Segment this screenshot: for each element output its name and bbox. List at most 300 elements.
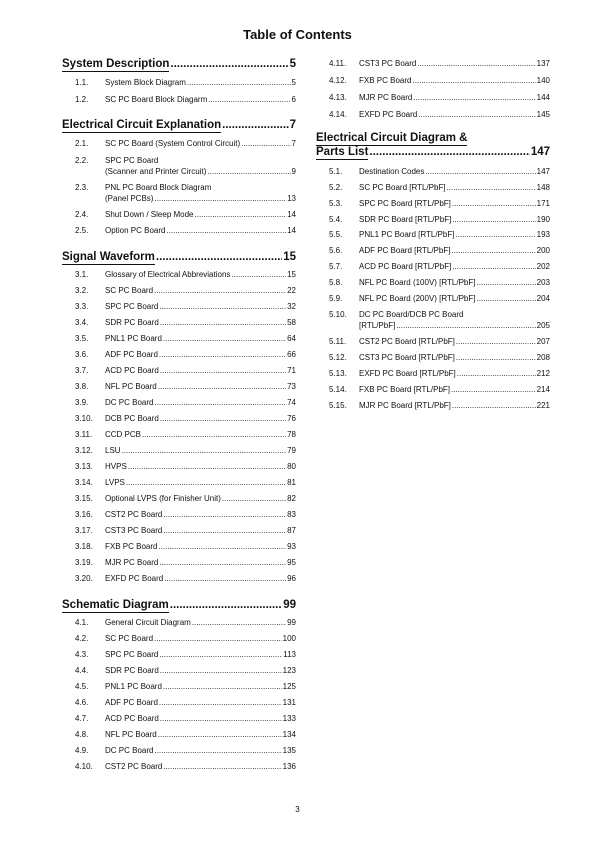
toc-entry-4-3[interactable] xyxy=(62,649,296,660)
toc-entry-title: SDR PC Board xyxy=(105,318,159,327)
toc-entry-title: Optional LVPS (for Finisher Unit) xyxy=(105,494,221,503)
toc-entry-number: 4.13. xyxy=(329,93,347,102)
toc-entry-title: NFL PC Board (100V) [RTL/PbF] xyxy=(359,278,476,287)
toc-page-number: 144 xyxy=(536,93,550,102)
toc-entry-5-3[interactable] xyxy=(316,198,550,209)
leader-dots xyxy=(163,525,286,536)
leader-dots xyxy=(452,400,536,411)
toc-entry-title: Destination Codes xyxy=(359,167,425,176)
toc-entry-title: DC PC Board/DCB PC Board xyxy=(359,310,464,319)
toc-entry-number: 3.15. xyxy=(75,494,93,503)
toc-entry-1-1[interactable] xyxy=(62,77,296,88)
toc-page-number: 13 xyxy=(287,194,296,203)
leader-dots xyxy=(163,681,282,692)
toc-entry-number: 3.7. xyxy=(75,366,89,375)
toc-entry-3-14[interactable] xyxy=(62,477,296,488)
toc-entry-number: 3.6. xyxy=(75,350,89,359)
leader-dots xyxy=(187,77,291,88)
leader-dots xyxy=(160,665,282,676)
leader-dots xyxy=(231,269,286,280)
toc-entry-number: 3.9. xyxy=(75,398,89,407)
toc-entry-3-13[interactable] xyxy=(62,461,296,472)
toc-entry-title: CST3 PC Board xyxy=(105,526,163,535)
toc-entry-title: SPC PC Board xyxy=(105,650,159,659)
toc-page-number: 221 xyxy=(536,401,550,410)
toc-entry-2-1[interactable] xyxy=(62,138,296,149)
leader-dots xyxy=(154,193,286,204)
leader-dots xyxy=(128,461,286,472)
toc-page-number: 14 xyxy=(287,226,296,235)
toc-entry-4-1[interactable] xyxy=(62,617,296,628)
toc-page-number: 7 xyxy=(291,139,296,148)
toc-entry-number: 5.9. xyxy=(329,294,343,303)
toc-entry-5-1[interactable] xyxy=(316,166,550,177)
toc-page-number: 80 xyxy=(287,462,296,471)
toc-entry-title: DC PC Board xyxy=(105,398,154,407)
toc-entry-number: 5.6. xyxy=(329,246,343,255)
toc-entry-3-4[interactable] xyxy=(62,317,296,328)
leader-dots xyxy=(163,761,281,772)
toc-page-number: 135 xyxy=(282,746,296,755)
toc-entry-number: 5.15. xyxy=(329,401,347,410)
toc-entry-3-5[interactable] xyxy=(62,333,296,344)
toc-entry-3-2[interactable] xyxy=(62,285,296,296)
toc-page-number: 15 xyxy=(287,270,296,279)
toc-page-number: 212 xyxy=(536,369,550,378)
toc-page-number: 99 xyxy=(287,618,296,627)
toc-entry-number: 5.14. xyxy=(329,385,347,394)
leader-dots xyxy=(164,573,286,584)
leader-dots xyxy=(158,381,286,392)
toc-page-number: 203 xyxy=(536,278,550,287)
toc-entry-number: 5.5. xyxy=(329,230,343,239)
toc-page-number: 22 xyxy=(287,286,296,295)
toc-page-number: 214 xyxy=(536,385,550,394)
toc-entry-title: ADF PC Board xyxy=(105,350,158,359)
toc-entry-title: PNL1 PC Board [RTL/PbF] xyxy=(359,230,455,239)
toc-entry-title: SC PC Board xyxy=(105,286,154,295)
leader-dots xyxy=(452,261,535,272)
leader-dots xyxy=(195,209,287,220)
toc-entry-4-11[interactable] xyxy=(316,58,550,69)
toc-entry-title: SDR PC Board xyxy=(105,666,159,675)
toc-section-title: Electrical Circuit Diagram & xyxy=(316,132,468,144)
leader-dots xyxy=(159,301,286,312)
toc-entry-number: 2.5. xyxy=(75,226,89,235)
toc-page-number: 99 xyxy=(283,599,296,611)
toc-page-number: 76 xyxy=(287,414,296,423)
toc-entry-1-2[interactable] xyxy=(62,94,296,105)
toc-entry-number: 5.12. xyxy=(329,353,347,362)
toc-page-number: 113 xyxy=(283,650,296,659)
toc-entry-title: NFL PC Board xyxy=(105,730,157,739)
toc-entry-5-9[interactable] xyxy=(316,293,550,304)
toc-entry-4-13[interactable] xyxy=(316,92,550,103)
leader-dots xyxy=(159,649,282,660)
toc-section-title: Signal Waveform xyxy=(62,251,155,263)
leader-dots xyxy=(456,352,536,363)
toc-page-number: 81 xyxy=(287,478,296,487)
toc-entry-number: 3.14. xyxy=(75,478,93,487)
toc-entry-4-5[interactable] xyxy=(62,681,296,692)
toc-entry-number: 3.4. xyxy=(75,318,89,327)
toc-entry-number: 1.1. xyxy=(75,78,89,87)
leader-dots xyxy=(159,697,282,708)
toc-entry-title: SDR PC Board [RTL/PbF] xyxy=(359,215,452,224)
toc-entry-title: DC PC Board xyxy=(105,746,154,755)
toc-entry-number: 3.3. xyxy=(75,302,89,311)
toc-page-number: 204 xyxy=(536,294,550,303)
toc-entry-title: SPC PC Board xyxy=(105,156,159,165)
toc-page-number: 207 xyxy=(536,337,550,346)
toc-entry-number: 3.2. xyxy=(75,286,89,295)
toc-section-heading[interactable] xyxy=(62,599,296,613)
toc-entry-3-8[interactable] xyxy=(62,381,296,392)
toc-page-number: 123 xyxy=(282,666,296,675)
page-number: 3 xyxy=(295,805,300,814)
leader-dots xyxy=(122,445,287,456)
toc-entry-title: CST2 PC Board xyxy=(105,762,163,771)
toc-page-number: 208 xyxy=(536,353,550,362)
toc-entry-number: 5.4. xyxy=(329,215,343,224)
leader-dots xyxy=(160,713,282,724)
toc-page-number: 87 xyxy=(287,526,296,535)
toc-entry-title: MJR PC Board [RTL/PbF] xyxy=(359,401,451,410)
toc-entry-title: ACD PC Board [RTL/PbF] xyxy=(359,262,452,271)
toc-entry-4-14[interactable] xyxy=(316,109,550,120)
toc-entry-3-9[interactable] xyxy=(62,397,296,408)
leader-dots xyxy=(163,333,286,344)
toc-section-heading[interactable] xyxy=(62,119,296,133)
toc-entry-title: SC PC Board (System Control Circuit) xyxy=(105,139,241,148)
toc-page-number: 9 xyxy=(291,167,296,176)
page-title: Table of Contents xyxy=(243,27,352,42)
toc-entry-title: SC PC Board Block Diagarm xyxy=(105,95,208,104)
toc-entry-4-6[interactable] xyxy=(62,697,296,708)
leader-dots xyxy=(159,557,286,568)
toc-entry-number: 4.3. xyxy=(75,650,89,659)
toc-page-number: 79 xyxy=(287,446,296,455)
toc-entry-number: 5.11. xyxy=(329,337,347,346)
toc-section-title: Schematic Diagram xyxy=(62,599,169,611)
toc-page-number: 66 xyxy=(287,350,296,359)
leader-dots xyxy=(455,229,535,240)
toc-entry-title: CST2 PC Board xyxy=(105,510,163,519)
toc-entry-title: EXFD PC Board [RTL/PbF] xyxy=(359,369,456,378)
leader-dots xyxy=(158,541,286,552)
toc-entry-number: 4.1. xyxy=(75,618,89,627)
leader-dots xyxy=(413,92,535,103)
toc-entry-3-15[interactable] xyxy=(62,493,296,504)
leader-dots xyxy=(154,397,286,408)
toc-entry-title: [RTL/PbF] xyxy=(359,321,396,330)
toc-entry-number: 4.9. xyxy=(75,746,89,755)
toc-entry-title: CST2 PC Board [RTL/PbF] xyxy=(359,337,455,346)
toc-entry-number: 4.8. xyxy=(75,730,89,739)
leader-dots xyxy=(160,413,286,424)
toc-entry-number: 4.6. xyxy=(75,698,89,707)
toc-entry-number: 2.4. xyxy=(75,210,89,219)
toc-entry-number: 3.12. xyxy=(75,446,93,455)
leader-dots xyxy=(456,336,536,347)
toc-entry-number: 3.19. xyxy=(75,558,93,567)
toc-section-heading[interactable] xyxy=(62,251,296,265)
toc-entry-4-4[interactable] xyxy=(62,665,296,676)
toc-entry-3-20[interactable] xyxy=(62,573,296,584)
toc-entry-3-19[interactable] xyxy=(62,557,296,568)
toc-entry-5-7[interactable] xyxy=(316,261,550,272)
toc-entry-title: ACD PC Board xyxy=(105,714,159,723)
toc-entry-number: 3.17. xyxy=(75,526,93,535)
toc-entry-title: DCB PC Board xyxy=(105,414,159,423)
toc-entry-number: 5.13. xyxy=(329,369,347,378)
leader-dots xyxy=(158,729,282,740)
leader-dots xyxy=(241,138,290,149)
toc-page-number: 15 xyxy=(283,251,296,263)
toc-entry-5-5[interactable] xyxy=(316,229,550,240)
toc-entry-number: 2.1. xyxy=(75,139,89,148)
leader-dots xyxy=(142,429,286,440)
toc-page-number: 71 xyxy=(287,366,296,375)
toc-page-number: 73 xyxy=(287,382,296,391)
toc-entry-number: 4.11. xyxy=(329,59,347,68)
toc-entry-3-11[interactable] xyxy=(62,429,296,440)
leader-dots xyxy=(154,285,286,296)
toc-entry-2-3[interactable] xyxy=(62,182,296,204)
leader-dots xyxy=(396,320,535,331)
toc-entry-title: PNL1 PC Board xyxy=(105,682,162,691)
toc-entry-title: MJR PC Board xyxy=(105,558,159,567)
leader-dots xyxy=(452,214,535,225)
toc-entry-title: FXB PC Board xyxy=(105,542,158,551)
toc-entry-5-10[interactable] xyxy=(316,309,550,331)
toc-entry-number: 3.10. xyxy=(75,414,93,423)
toc-entry-title: MJR PC Board xyxy=(359,93,413,102)
toc-entry-number: 3.11. xyxy=(75,430,93,439)
toc-entry-number: 5.2. xyxy=(329,183,343,192)
toc-entry-4-2[interactable] xyxy=(62,633,296,644)
toc-entry-4-8[interactable] xyxy=(62,729,296,740)
toc-page-number: 134 xyxy=(282,730,296,739)
toc-entry-4-9[interactable] xyxy=(62,745,296,756)
toc-entry-number: 5.1. xyxy=(329,167,343,176)
toc-page-number: 190 xyxy=(536,215,550,224)
toc-entry-number: 5.10. xyxy=(329,310,347,319)
toc-page-number: 78 xyxy=(287,430,296,439)
toc-entry-title: PNL1 PC Board xyxy=(105,334,162,343)
toc-entry-number: 4.10. xyxy=(75,762,93,771)
leader-dots xyxy=(207,166,290,177)
toc-entry-title: System Block Diagram xyxy=(105,78,186,87)
toc-page-number: 140 xyxy=(536,76,550,85)
toc-page-number: 131 xyxy=(282,698,296,707)
leader-dots xyxy=(417,58,535,69)
toc-entry-number: 3.5. xyxy=(75,334,89,343)
toc-entry-title: (Scanner and Printer Circuit) xyxy=(105,167,207,176)
toc-page-number: 96 xyxy=(287,574,296,583)
toc-section-heading[interactable] xyxy=(62,58,296,72)
toc-entry-2-2[interactable] xyxy=(62,155,296,177)
toc-entry-title: HVPS xyxy=(105,462,127,471)
toc-entry-title: ADF PC Board xyxy=(105,698,158,707)
toc-page-number: 136 xyxy=(282,762,296,771)
toc-section-title: Parts List xyxy=(316,146,369,158)
toc-entry-3-12[interactable] xyxy=(62,445,296,456)
toc-page-number: 171 xyxy=(536,199,550,208)
leader-dots xyxy=(457,368,536,379)
toc-entry-title: FXB PC Board [RTL/PbF] xyxy=(359,385,450,394)
toc-entry-title: Option PC Board xyxy=(105,226,166,235)
toc-entry-title: SPC PC Board [RTL/PbF] xyxy=(359,199,451,208)
toc-entry-title: NFL PC Board (200V) [RTL/PbF] xyxy=(359,294,476,303)
leader-dots xyxy=(163,509,286,520)
toc-page-number: 205 xyxy=(536,321,550,330)
toc-entry-title: LVPS xyxy=(105,478,125,487)
toc-entry-number: 3.1. xyxy=(75,270,89,279)
toc-entry-number: 1.2. xyxy=(75,95,89,104)
toc-page-number: 133 xyxy=(282,714,296,723)
toc-entry-5-12[interactable] xyxy=(316,352,550,363)
toc-section-title: Electrical Circuit Explanation xyxy=(62,119,222,131)
toc-page-number: 74 xyxy=(287,398,296,407)
toc-entry-4-7[interactable] xyxy=(62,713,296,724)
toc-page-number: 82 xyxy=(287,494,296,503)
leader-dots xyxy=(222,493,286,504)
leader-dots xyxy=(452,198,536,209)
toc-entry-2-4[interactable] xyxy=(62,209,296,220)
leader-dots xyxy=(166,225,286,236)
toc-entry-title: CST3 PC Board [RTL/PbF] xyxy=(359,353,455,362)
leader-dots xyxy=(477,277,536,288)
leader-dots xyxy=(159,349,286,360)
toc-page-number: 7 xyxy=(289,119,296,131)
toc-entry-number: 3.13. xyxy=(75,462,93,471)
toc-entry-3-18[interactable] xyxy=(62,541,296,552)
toc-entry-3-3[interactable] xyxy=(62,301,296,312)
toc-page-number: 125 xyxy=(282,682,296,691)
leader-dots xyxy=(126,477,286,488)
toc-page-number: 200 xyxy=(536,246,550,255)
toc-page-number: 93 xyxy=(287,542,296,551)
toc-entry-3-17[interactable] xyxy=(62,525,296,536)
toc-entry-number: 2.2. xyxy=(75,156,89,165)
toc-page-number: 14 xyxy=(287,210,296,219)
toc-entry-5-14[interactable] xyxy=(316,384,550,395)
leader-dots xyxy=(170,58,288,70)
toc-entry-title: Glossary of Electrical Abbreviations xyxy=(105,270,231,279)
toc-entry-5-11[interactable] xyxy=(316,336,550,347)
leader-dots xyxy=(425,166,535,177)
toc-page-number: 5 xyxy=(289,58,296,70)
toc-entry-3-7[interactable] xyxy=(62,365,296,376)
toc-entry-title: SPC PC Board xyxy=(105,302,159,311)
toc-entry-5-4[interactable] xyxy=(316,214,550,225)
toc-page-number: 95 xyxy=(287,558,296,567)
toc-entry-title: FXB PC Board xyxy=(359,76,412,85)
toc-entry-3-10[interactable] xyxy=(62,413,296,424)
leader-dots xyxy=(451,384,536,395)
toc-entry-title: General Circuit Diagram xyxy=(105,618,191,627)
toc-entry-number: 4.5. xyxy=(75,682,89,691)
toc-entry-title: CCD PCB xyxy=(105,430,142,439)
toc-page-number: 83 xyxy=(287,510,296,519)
toc-entry-title: PNL PC Board Block Diagram xyxy=(105,183,212,192)
leader-dots xyxy=(170,599,282,611)
toc-entry-number: 3.18. xyxy=(75,542,93,551)
leader-dots xyxy=(208,94,290,105)
toc-page-number: 58 xyxy=(287,318,296,327)
toc-entry-number: 4.7. xyxy=(75,714,89,723)
leader-dots xyxy=(418,109,535,120)
toc-entry-title: Shut Down / Sleep Mode xyxy=(105,210,194,219)
toc-entry-number: 2.3. xyxy=(75,183,89,192)
toc-page-number: 64 xyxy=(287,334,296,343)
toc-entry-3-6[interactable] xyxy=(62,349,296,360)
toc-entry-number: 3.16. xyxy=(75,510,93,519)
toc-page-number: 137 xyxy=(536,59,550,68)
toc-entry-number: 5.7. xyxy=(329,262,343,271)
toc-entry-title: LSU xyxy=(105,446,121,455)
toc-section-heading[interactable] xyxy=(316,132,550,160)
toc-entry-3-1[interactable] xyxy=(62,269,296,280)
toc-entry-5-6[interactable] xyxy=(316,245,550,256)
toc-page-number: 100 xyxy=(282,634,296,643)
leader-dots xyxy=(451,245,535,256)
toc-entry-number: 5.3. xyxy=(329,199,343,208)
toc-entry-2-5[interactable] xyxy=(62,225,296,236)
toc-entry-number: 3.8. xyxy=(75,382,89,391)
leader-dots xyxy=(222,119,288,131)
toc-entry-title: EXFD PC Board xyxy=(105,574,164,583)
toc-entry-title: ADF PC Board [RTL/PbF] xyxy=(359,246,451,255)
toc-entry-title: SC PC Board xyxy=(105,634,154,643)
toc-entry-title: SC PC Board [RTL/PbF] xyxy=(359,183,446,192)
toc-page-number: 6 xyxy=(291,95,296,104)
toc-entry-number: 4.12. xyxy=(329,76,347,85)
toc-page-number: 32 xyxy=(287,302,296,311)
toc-entry-title: NFL PC Board xyxy=(105,382,157,391)
toc-entry-title: EXFD PC Board xyxy=(359,110,418,119)
toc-entry-5-2[interactable] xyxy=(316,182,550,193)
toc-entry-5-13[interactable] xyxy=(316,368,550,379)
toc-entry-number: 3.20. xyxy=(75,574,93,583)
toc-page-number: 202 xyxy=(536,262,550,271)
toc-page-number: 147 xyxy=(536,167,550,176)
toc-page-number: 148 xyxy=(536,183,550,192)
toc-section-title: System Description xyxy=(62,58,170,70)
toc-entry-number: 4.4. xyxy=(75,666,89,675)
toc-entry-title: ACD PC Board xyxy=(105,366,159,375)
toc-entry-5-8[interactable] xyxy=(316,277,550,288)
leader-dots xyxy=(369,146,529,158)
leader-dots xyxy=(192,617,286,628)
toc-page-number: 147 xyxy=(530,146,550,158)
toc-page-number: 193 xyxy=(536,230,550,239)
toc-entry-4-10[interactable] xyxy=(62,761,296,772)
toc-entry-title: (Panel PCBs) xyxy=(105,194,154,203)
toc-entry-3-16[interactable] xyxy=(62,509,296,520)
toc-entry-4-12[interactable] xyxy=(316,75,550,86)
leader-dots xyxy=(156,251,282,263)
toc-entry-title: CST3 PC Board xyxy=(359,59,417,68)
leader-dots xyxy=(477,293,536,304)
toc-entry-number: 5.8. xyxy=(329,278,343,287)
leader-dots xyxy=(160,317,286,328)
leader-dots xyxy=(160,365,286,376)
toc-entry-number: 4.2. xyxy=(75,634,89,643)
toc-entry-5-15[interactable] xyxy=(316,400,550,411)
toc-page-number: 5 xyxy=(291,78,296,87)
